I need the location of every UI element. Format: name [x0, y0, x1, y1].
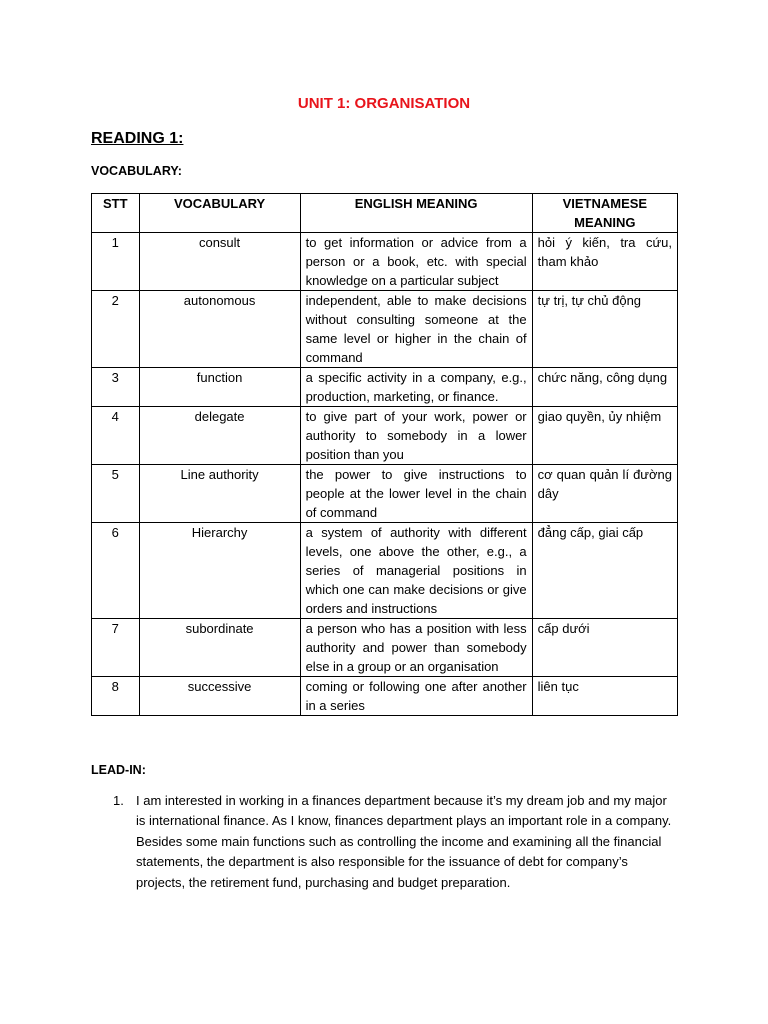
- cell-stt: 1: [92, 233, 140, 291]
- cell-stt: 8: [92, 677, 140, 716]
- cell-stt: 7: [92, 619, 140, 677]
- cell-vietnamese: giao quyền, ủy nhiệm: [532, 407, 677, 465]
- cell-vietnamese: tự trị, tự chủ động: [532, 291, 677, 368]
- cell-vietnamese: chức năng, công dụng: [532, 368, 677, 407]
- cell-vietnamese: cấp dưới: [532, 619, 677, 677]
- cell-stt: 6: [92, 523, 140, 619]
- cell-word: successive: [139, 677, 300, 716]
- leadin-item-text: I am interested in working in a finances department because it’s my dream job and my major is international finance. As I know, finances department plays an important role in a company. Besides some main functions such as controlling the income and examining all the financial statements, the department is also responsible for the issuance of debt for company’s projects, the retirement fund, purchasing and budget preparation.: [136, 793, 672, 890]
- cell-word: subordinate: [139, 619, 300, 677]
- table-row: [92, 291, 678, 368]
- cell-word: autonomous: [139, 291, 300, 368]
- cell-word: Line authority: [139, 465, 300, 523]
- cell-stt: 3: [92, 368, 140, 407]
- cell-english: to get information or advice from a person or a book, etc. with special knowledge on a particular subject: [300, 233, 532, 291]
- cell-stt: 5: [92, 465, 140, 523]
- cell-word: function: [139, 368, 300, 407]
- cell-english: to give part of your work, power or authority to somebody in a lower position than you: [300, 407, 532, 465]
- cell-word: delegate: [139, 407, 300, 465]
- vocabulary-label: VOCABULARY:: [91, 164, 182, 178]
- table-row: [92, 523, 678, 619]
- leadin-item: [113, 791, 678, 893]
- cell-english: independent, able to make decisions without consulting someone at the same level or higher in the chain of command: [300, 291, 532, 368]
- cell-english: a specific activity in a company, e.g., production, marketing, or finance.: [300, 368, 532, 407]
- table-row: [92, 368, 678, 407]
- vocabulary-table: [91, 193, 678, 716]
- table-row: [92, 465, 678, 523]
- leadin-label: LEAD-IN:: [91, 763, 146, 777]
- unit-title: UNIT 1: ORGANISATION: [297, 95, 471, 112]
- leadin-item-number: 1.: [113, 793, 124, 808]
- table-row: [92, 677, 678, 716]
- table-header-row: [92, 194, 678, 233]
- header-english-meaning: ENGLISH MEANING: [300, 194, 532, 233]
- header-vietnamese-meaning: VIETNAMESE MEANING: [532, 194, 677, 233]
- header-vocabulary: VOCABULARY: [139, 194, 300, 233]
- cell-vietnamese: cơ quan quản lí đường dây: [532, 465, 677, 523]
- cell-english: a system of authority with different levels, one above the other, e.g., a series of managerial positions in which one can make decisions or give orders and instructions: [300, 523, 532, 619]
- header-stt: STT: [92, 194, 140, 233]
- cell-stt: 4: [92, 407, 140, 465]
- cell-vietnamese: đẳng cấp, giai cấp: [532, 523, 677, 619]
- cell-english: a person who has a position with less authority and power than somebody else in a group or an organisation: [300, 619, 532, 677]
- reading-heading: READING 1:: [91, 130, 184, 147]
- cell-word: consult: [139, 233, 300, 291]
- cell-english: the power to give instructions to people at the lower level in the chain of command: [300, 465, 532, 523]
- cell-stt: 2: [92, 291, 140, 368]
- cell-vietnamese: hỏi ý kiến, tra cứu, tham khảo: [532, 233, 677, 291]
- cell-word: Hierarchy: [139, 523, 300, 619]
- table-row: [92, 407, 678, 465]
- table-row: [92, 619, 678, 677]
- cell-vietnamese: liên tục: [532, 677, 677, 716]
- cell-english: coming or following one after another in a series: [300, 677, 532, 716]
- table-row: [92, 233, 678, 291]
